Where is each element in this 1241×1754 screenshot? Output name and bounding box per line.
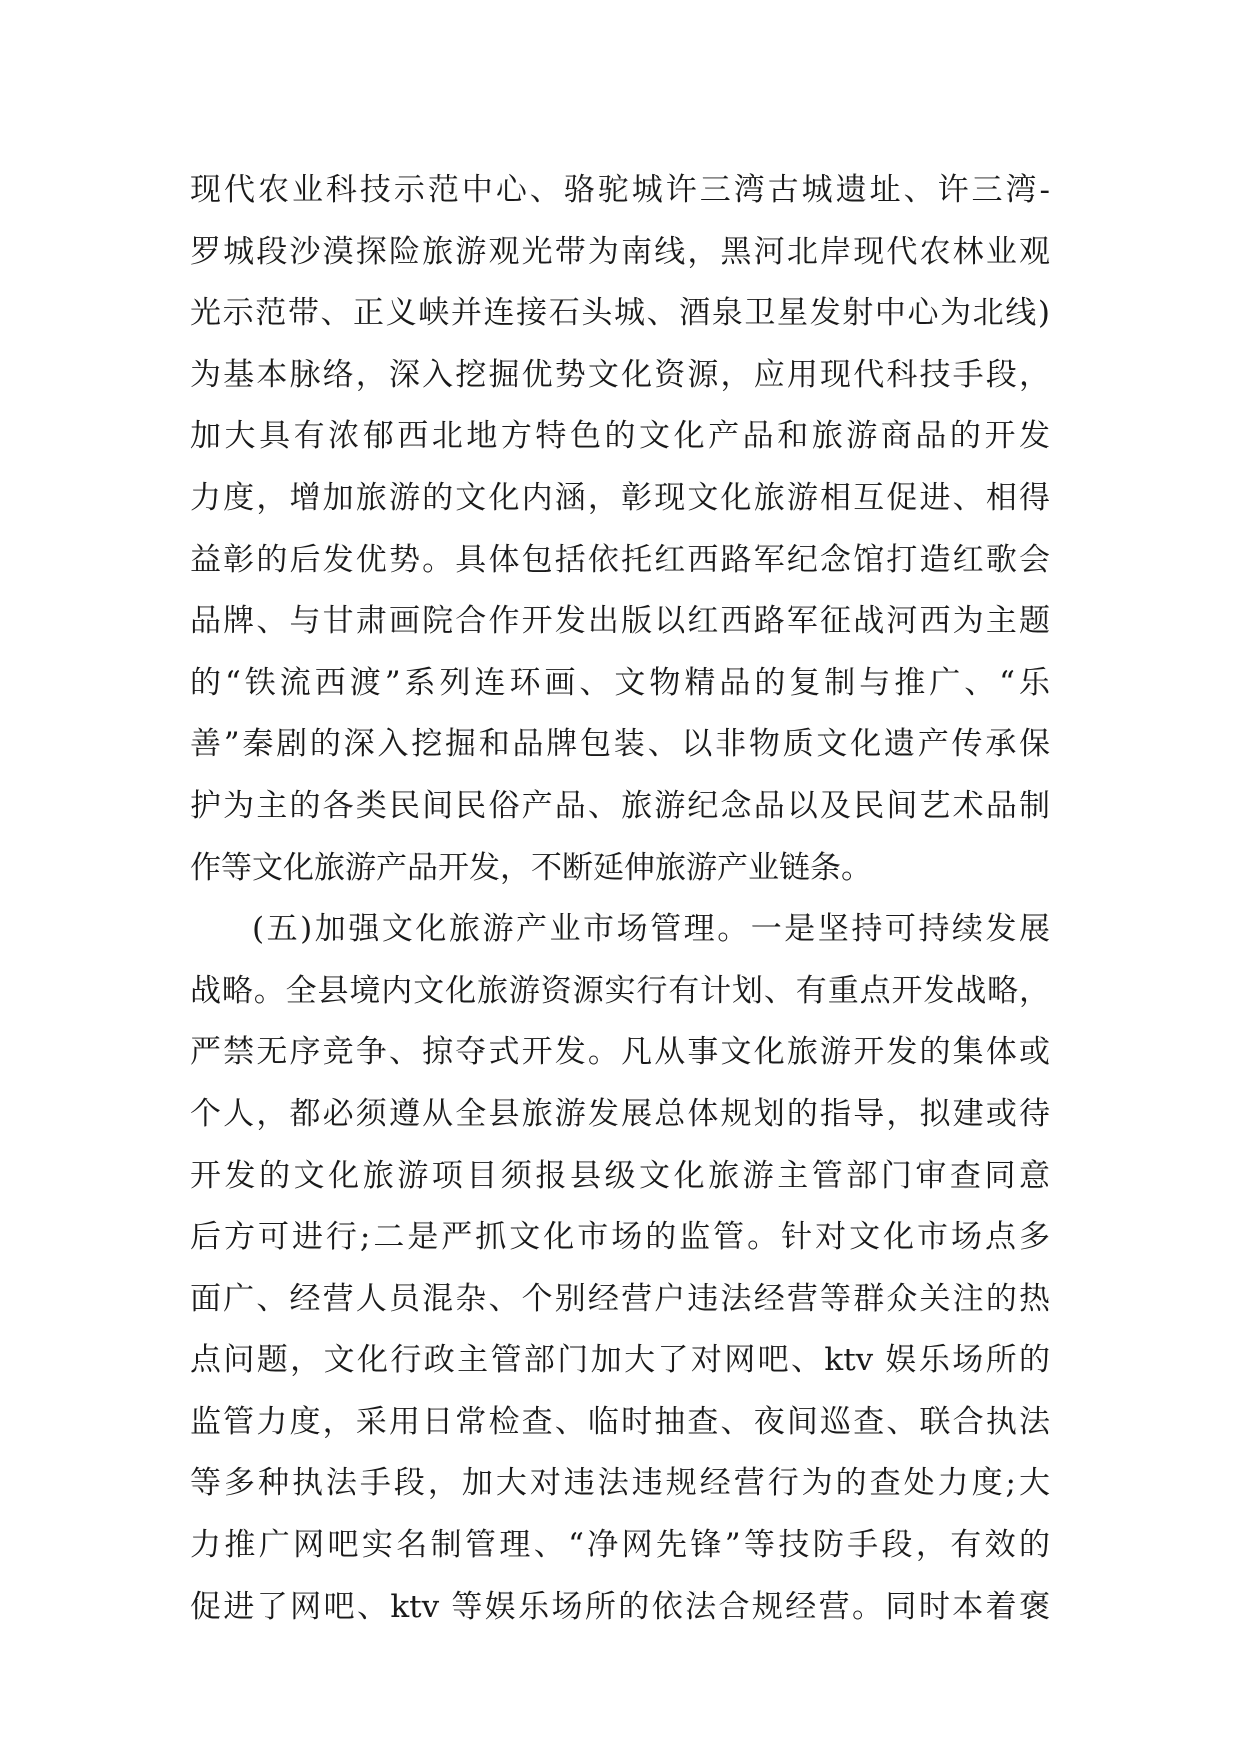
text-line: 光示范带、正义峡并连接石头城、酒泉卫星发射中心为北线) [190, 295, 1050, 332]
text-line: 益彰的后发优势。具体包括依托红西路军纪念馆打造红歌会 [190, 541, 1050, 578]
text-line: 开发的文化旅游项目须报县级文化旅游主管部门审查同意 [190, 1157, 1050, 1194]
text-line: 力度，增加旅游的文化内涵，彰现文化旅游相互促进、相得 [190, 479, 1050, 516]
text-line: 严禁无序竞争、掠夺式开发。凡从事文化旅游开发的集体或 [190, 1034, 1050, 1071]
text-line: 后方可进行;二是严抓文化市场的监管。针对文化市场点多 [190, 1219, 1050, 1256]
text-line: 的“铁流西渡”系列连环画、文物精品的复制与推广、“乐 [190, 664, 1050, 701]
text-line: 作等文化旅游产品开发，不断延伸旅游产业链条。 [190, 849, 872, 886]
text-line: 力推广网吧实名制管理、“净网先锋”等技防手段，有效的 [190, 1527, 1050, 1564]
body-text [190, 160, 1050, 1638]
text-line: 品牌、与甘肃画院合作开发出版以红西路军征战河西为主题 [190, 603, 1050, 640]
text-line: 监管力度，采用日常检查、临时抽查、夜间巡查、联合执法 [190, 1403, 1050, 1440]
text-line: 护为主的各类民间民俗产品、旅游纪念品以及民间艺术品制 [190, 787, 1050, 824]
text-line: 善”秦剧的深入挖掘和品牌包装、以非物质文化遗产传承保 [190, 726, 1050, 763]
text-line: 等多种执法手段，加大对违法违规经营行为的查处力度;大 [190, 1465, 1050, 1502]
text-line: 促进了网吧、ktv 等娱乐场所的依法合规经营。同时本着褒 [190, 1588, 1050, 1625]
text-line: 为基本脉络，深入挖掘优势文化资源，应用现代科技手段， [190, 356, 1050, 393]
text-line: 现代农业科技示范中心、骆驼城许三湾古城遗址、许三湾- [190, 172, 1050, 208]
section-heading-line: (五)加强文化旅游产业市场管理。一是坚持可持续发展 [252, 911, 1050, 948]
text-line: 面广、经营人员混杂、个别经营户违法经营等群众关注的热 [190, 1280, 1050, 1317]
text-line: 战略。全县境内文化旅游资源实行有计划、有重点开发战略， [190, 972, 1050, 1009]
text-line: 个人，都必须遵从全县旅游发展总体规划的指导，拟建或待 [190, 1095, 1050, 1132]
text-line: 罗城段沙漠探险旅游观光带为南线，黑河北岸现代农林业观 [190, 233, 1050, 270]
text-line: 点问题，文化行政主管部门加大了对网吧、ktv 娱乐场所的 [190, 1342, 1050, 1379]
text-line: 加大具有浓郁西北地方特色的文化产品和旅游商品的开发 [190, 418, 1050, 455]
